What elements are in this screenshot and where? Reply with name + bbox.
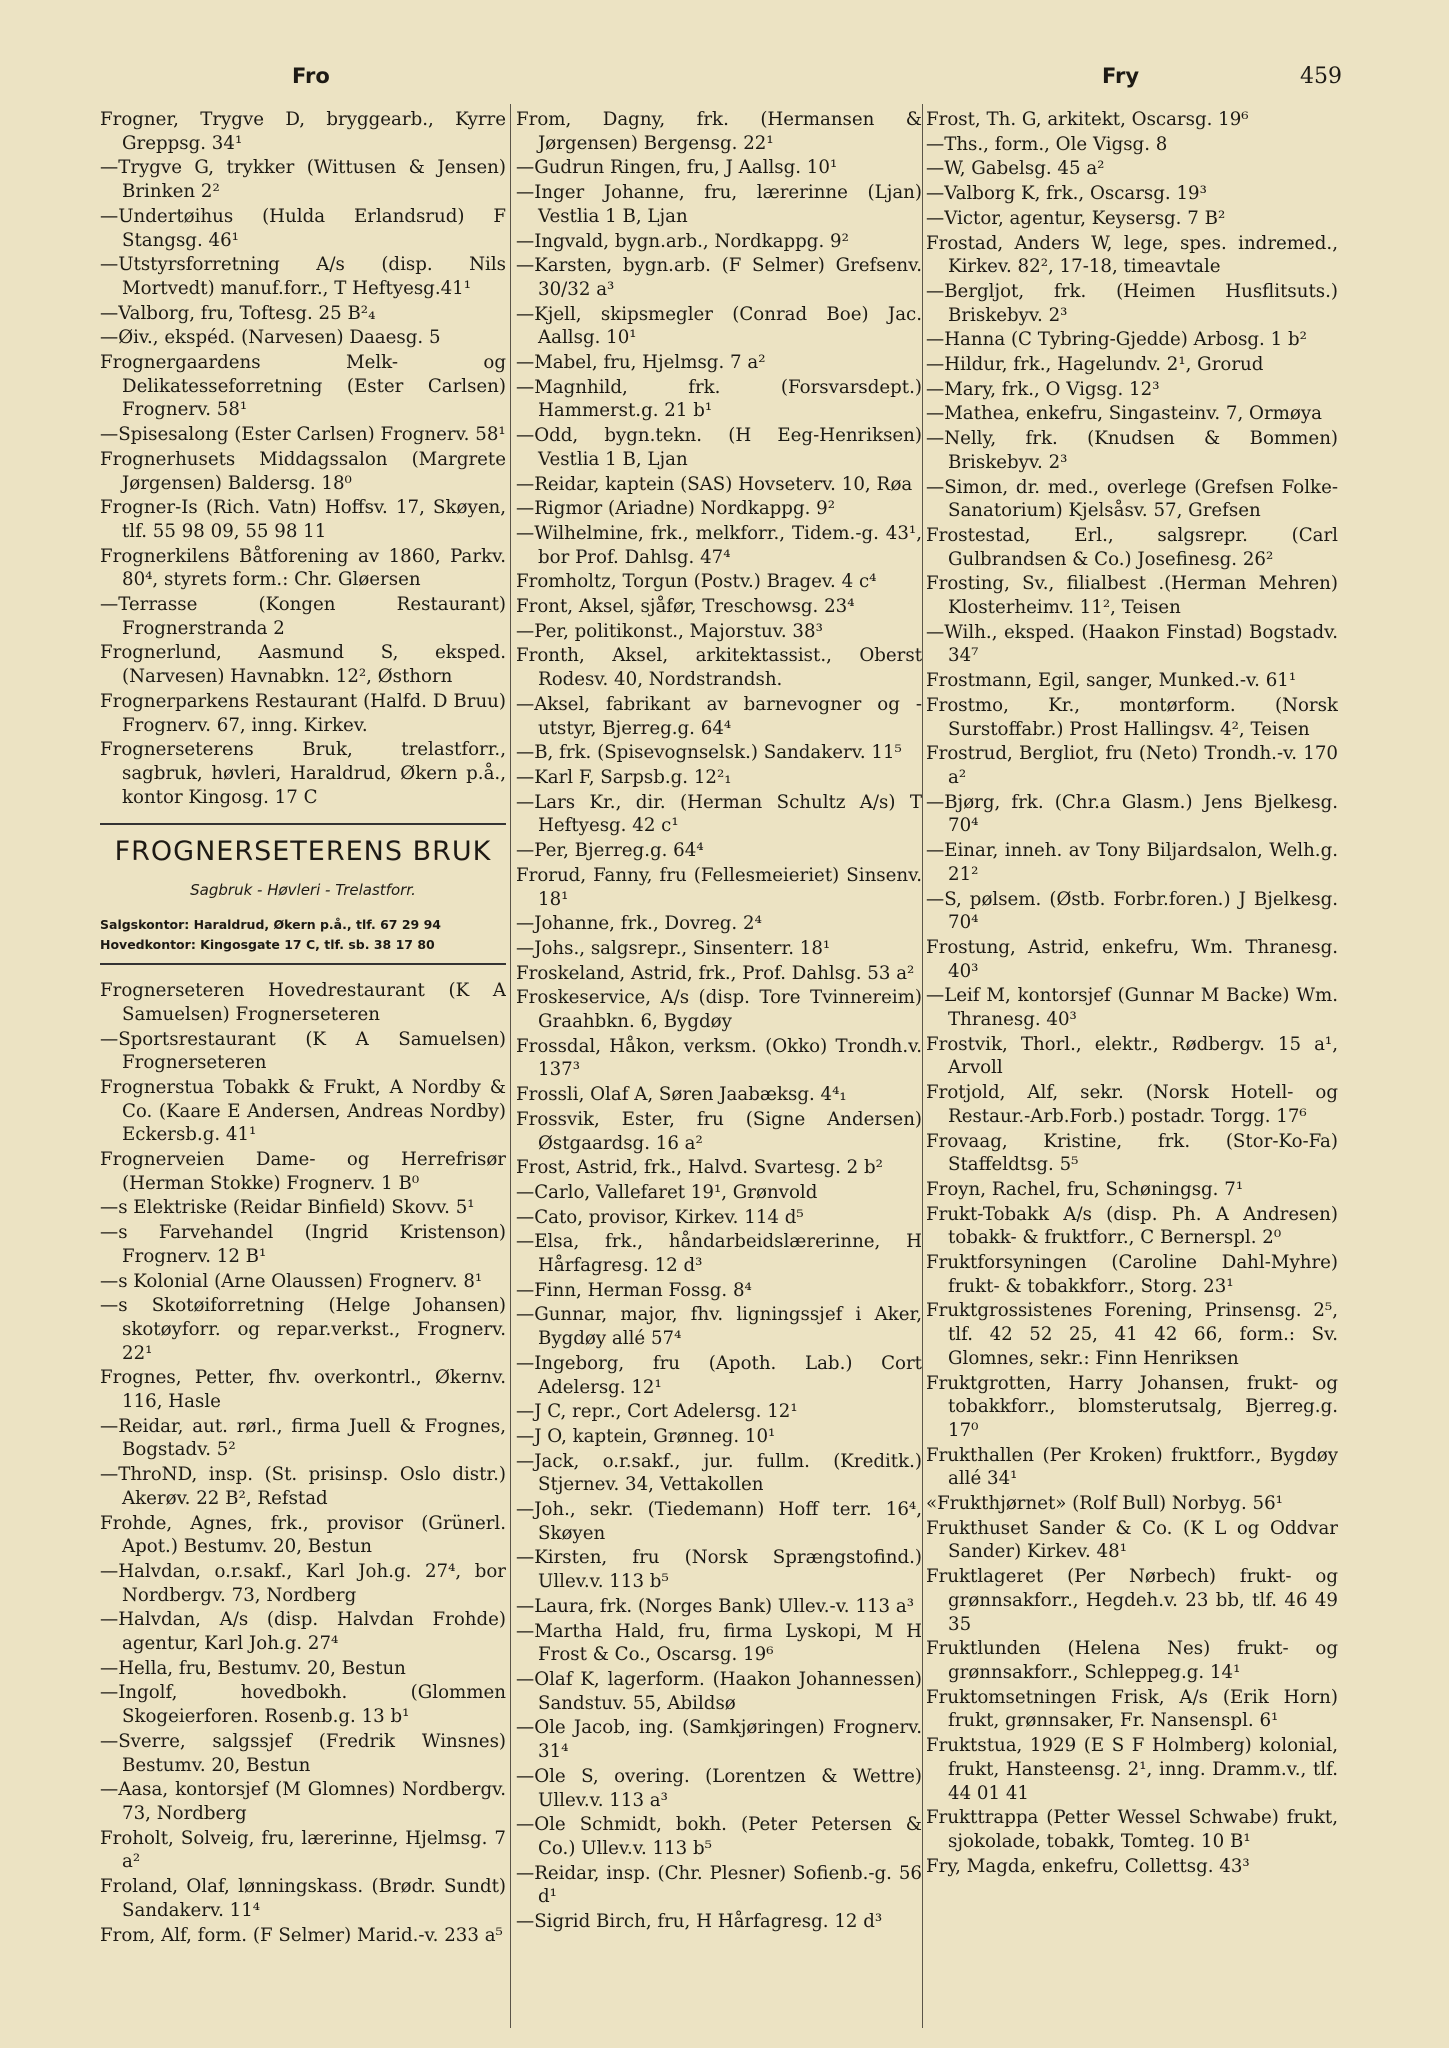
directory-entry: —Rigmor (Ariadne) Nordkappg. 9² — [516, 498, 836, 520]
directory-entry: —Nelly, frk. (Knudsen & Bommen) Briskebyv. 2³ — [926, 428, 1338, 473]
directory-entry: Frovaag, Kristine, frk. (Stor-Ko-Fa) Staffeldtsg. 5⁵ — [926, 1130, 1338, 1176]
directory-entry: —Hella, fru, Bestumv. 20, Bestun — [100, 1657, 406, 1679]
column-3 — [926, 108, 1338, 2028]
directory-entry: Frorud, Fanny, fru (Fellesmeieriet) Sinsenv. 18¹ — [516, 864, 922, 910]
directory-entry: —s Farvehandel (Ingrid Kristenson) Frognerv. 12 B¹ — [100, 1222, 506, 1267]
directory-entry: Fruktgrotten, Harry Johansen, frukt- og tobakkforr., blomsterutsalg, Bjerreg.g. 17⁰ — [926, 1372, 1338, 1441]
page-number: 459 — [1300, 64, 1342, 89]
directory-entry: Fruktgrossistenes Forening, Prinsensg. 2⁵, tlf. 42 52 25, 41 42 66, form.: Sv. Glomnes, sekr.: Finn Henriksen — [926, 1300, 1338, 1369]
directory-entry: —Per, Bjerreg.g. 64⁴ — [516, 840, 704, 862]
directory-entry: —Kjell, skipsmegler (Conrad Boe) Jac. Aallsg. 10¹ — [516, 303, 922, 349]
directory-entry: Frognerseteren Hovedrestaurant (K A Samuelsen) Frognerseteren — [100, 980, 506, 1025]
directory-entry: Frosting, Sv., filialbest .(Herman Mehren) Klosterheimv. 11², Teisen — [926, 573, 1338, 619]
column-2-entries — [516, 108, 922, 1934]
directory-entry: —Martha Hald, fru, firma Lyskopi, M H Frost & Co., Oscarsg. 19⁶ — [516, 1620, 922, 1666]
directory-entry: —Lars Kr., dir. (Herman Schultz A/s) T Heftyesg. 42 c¹ — [516, 791, 922, 837]
directory-entry: Frognerveien Dame- og Herrefrisør (Herman Stokke) Frognerv. 1 B⁰ — [100, 1149, 506, 1194]
directory-entry: —Wilh., eksped. (Haakon Finstad) Bogstadv. 34⁷ — [926, 621, 1338, 667]
directory-entry: —Reidar, insp. (Chr. Plesner) Sofienb.-g. 56 d¹ — [516, 1862, 922, 1908]
directory-entry: —Finn, Herman Fossg. 8⁴ — [516, 1279, 752, 1301]
directory-entry: —Olaf K, lagerform. (Haakon Johannessen) Sandstuv. 55, Abildsø — [516, 1669, 922, 1714]
directory-entry: Frossdal, Håkon, verksm. (Okko) Trondh.v. 137³ — [516, 1035, 922, 1081]
page-header — [0, 58, 1449, 98]
directory-entry: —Ingvald, bygn.arb., Nordkappg. 9² — [516, 230, 849, 252]
directory-entry: Frukttrappa (Petter Wessel Schwabe) frukt, sjokolade, tobakk, Tomteg. 10 B¹ — [926, 1807, 1338, 1852]
directory-entry: Frognerhusets Middagssalon (Margrete Jørgensen) Baldersg. 18⁰ — [100, 448, 506, 494]
directory-entry: Frognerlund, Aasmund S, eksped. (Narvesen) Havnabkn. 12², Østhorn — [100, 642, 506, 688]
column-divider — [922, 104, 923, 2028]
directory-entry: —B, frk. (Spisevognselsk.) Sandakerv. 11⁵ — [516, 742, 902, 764]
column-2 — [516, 108, 922, 2028]
directory-entry: —Bjørg, frk. (Chr.a Glasm.) Jens Bjelkesg. 70⁴ — [926, 791, 1338, 837]
directory-entry: —s Skotøiforretning (Helge Johansen) skotøyforr. og repar.verkst., Frognerv. 22¹ — [100, 1295, 506, 1364]
directory-entry: —Leif M, kontorsjef (Gunnar M Backe) Wm. Thranesg. 40³ — [926, 985, 1338, 1031]
directory-entry: Frotjold, Alf, sekr. (Norsk Hotell- og Restaur.-Arb.Forb.) postadr. Torgg. 17⁶ — [926, 1082, 1338, 1127]
directory-entry: Frogner, Trygve D, bryggearb., Kyrre Greppsg. 34¹ — [100, 109, 506, 154]
directory-entry: Frognerstua Tobakk & Frukt, A Nordby & Co. (Kaare E Andersen, Andreas Nordby) Eckersb.g. 41¹ — [100, 1076, 506, 1146]
directory-entry: Fruktlageret (Per Nørbech) frukt- og grønnsakforr., Hegdeh.v. 23 bb, tlf. 46 49 35 — [926, 1566, 1338, 1635]
directory-entry: —Bergljot, frk. (Heimen Husflitsuts.) Briskebyv. 2³ — [926, 280, 1338, 326]
directory-entry: —Einar, inneh. av Tony Biljardsalon, Welh.g. 21² — [926, 840, 1338, 885]
directory-entry: —Spisesalong (Ester Carlsen) Frognerv. 58¹ — [100, 424, 506, 446]
directory-entry: —Ingeborg, fru (Apoth. Lab.) Cort Adelersg. 12¹ — [516, 1352, 922, 1398]
header-right-keyword: Fry — [1102, 64, 1140, 88]
directory-entry: Frukthuset Sander & Co. (K L og Oddvar Sander) Kirkev. 48¹ — [926, 1517, 1338, 1563]
directory-entry: Frognes, Petter, fhv. overkontrl., Økernv. 116, Hasle — [100, 1367, 506, 1413]
directory-entry: Fromholtz, Torgun (Postv.) Bragev. 4 c⁴ — [516, 571, 877, 593]
directory-entry: —Valborg, fru, Toftesg. 25 B²₄ — [100, 302, 376, 324]
directory-entry: —Jack, o.r.sakf., jur. fullm. (Kreditk.) Stjernev. 34, Vettakollen — [516, 1450, 922, 1496]
ad-subtitle: Sagbruk - Høvleri - Trelastforr. — [190, 881, 416, 900]
directory-entry: Frognergaardens Melk- og Delikatesseforretning (Ester Carlsen) Frognerv. 58¹ — [100, 352, 506, 421]
directory-entry: —Hildur, frk., Hagelundv. 2¹, Grorud — [926, 354, 1264, 376]
directory-entry: Frossli, Olaf A, Søren Jaabæksg. 4⁴₁ — [516, 1084, 847, 1106]
directory-entry: Frognerparkens Restaurant (Halfd. D Bruu) Frognerv. 67, inng. Kirkev. — [100, 690, 506, 736]
directory-entry: Frostestad, Erl., salgsrepr. (Carl Gulbrandsen & Co.) Josefinesg. 26² — [926, 524, 1338, 570]
directory-entry: —Halvdan, o.r.sakf., Karl Joh.g. 27⁴, bor Nordbergv. 73, Nordberg — [100, 1560, 506, 1606]
directory-entry: Frohde, Agnes, frk., provisor (Grünerl. Apot.) Bestumv. 20, Bestun — [100, 1512, 506, 1558]
column-1-entries-top — [100, 108, 506, 809]
directory-entry: Froskeland, Astrid, frk., Prof. Dahlsg. 53 a² — [516, 962, 915, 984]
directory-entry: Frogner-Is (Rich. Vatn) Hoffsv. 17, Skøyen, tlf. 55 98 09, 55 98 11 — [100, 497, 506, 542]
directory-entry: —Reidar, kaptein (SAS) Hovseterv. 10, Røa — [516, 473, 913, 495]
directory-entry: From, Alf, form. (F Selmer) Marid.-v. 233 a⁵ — [100, 1924, 503, 1946]
ad-sales-office: Salgskontor: Haraldrud, Økern p.å., tlf. 67 29 94 — [100, 917, 441, 933]
directory-entry: —Sportsrestaurant (K A Samuelsen) Frognerseteren — [100, 1028, 506, 1074]
directory-entry: Frognerkilens Båtforening av 1860, Parkv. 80⁴, styrets form.: Chr. Gløersen — [100, 545, 506, 591]
directory-entry: —Ingolf, hovedbokh. (Glommen Skogeierforen. Rosenb.g. 13 b¹ — [100, 1682, 506, 1728]
directory-entry: —Laura, frk. (Norges Bank) Ullev.-v. 113 a³ — [516, 1595, 914, 1617]
directory-entry: —Johanne, frk., Dovreg. 2⁴ — [516, 913, 762, 935]
header-left-keyword: Fro — [292, 64, 330, 88]
directory-entry: —Trygve G, trykker (Wittusen & Jensen) Brinken 2² — [100, 157, 506, 203]
directory-entry: Frostung, Astrid, enkefru, Wm. Thranesg. 40³ — [926, 936, 1338, 982]
directory-entry: —S, pølsem. (Østb. Forbr.foren.) J Bjelkesg. 70⁴ — [926, 888, 1338, 934]
advertisement — [100, 823, 506, 965]
directory-entry: —Victor, agentur, Keysersg. 7 B² — [926, 207, 1226, 229]
directory-entry: —Karsten, bygn.arb. (F Selmer) Grefsenv. 30/32 a³ — [516, 255, 922, 300]
directory-entry: Froholt, Solveig, fru, lærerinne, Hjelmsg. 7 a² — [100, 1827, 506, 1873]
directory-entry: —Valborg K, frk., Oscarsg. 19³ — [926, 183, 1207, 205]
directory-entry: —Kirsten, fru (Norsk Sprængstofind.) Ullev.v. 113 b⁵ — [516, 1547, 922, 1593]
directory-entry: Fruktlunden (Helena Nes) frukt- og grønnsakforr., Schleppeg.g. 14¹ — [926, 1638, 1338, 1683]
directory-entry: Frognerseterens Bruk, trelastforr., sagbruk, høvleri, Haraldrud, Økern p.å., kontor Kingosg. 17 C — [100, 739, 506, 808]
directory-entry: Frostvik, Thorl., elektr., Rødbergv. 15 a¹, Arvoll — [926, 1033, 1338, 1079]
ad-title: FROGNERSETERENS BRUK — [114, 836, 492, 868]
directory-entry: —Karl F, Sarpsb.g. 12²₁ — [516, 766, 732, 788]
directory-entry: —Hanna (C Tybring-Gjedde) Arbosg. 1 b² — [926, 329, 1307, 351]
directory-entry: Frostmo, Kr., montørform. (Norsk Surstoffabr.) Prost Hallingsv. 4², Teisen — [926, 694, 1338, 740]
directory-entry: «Frukthjørnet» (Rolf Bull) Norbyg. 56¹ — [926, 1493, 1283, 1515]
directory-entry: —Aasa, kontorsjef (M Glomnes) Nordbergv. 73, Nordberg — [100, 1779, 506, 1824]
directory-entry: —Magnhild, frk. (Forsvarsdept.) Hammerst.g. 21 b¹ — [516, 376, 922, 422]
directory-entry: —J C, repr., Cort Adelersg. 12¹ — [516, 1401, 798, 1423]
directory-entry: —Cato, provisor, Kirkev. 114 d⁵ — [516, 1206, 804, 1228]
directory-entry: —Wilhelmine, frk., melkforr., Tidem.-g. 43¹, bor Prof. Dahlsg. 47⁴ — [516, 522, 922, 568]
directory-entry: Frostrud, Bergliot, fru (Neto) Trondh.-v. 170 a² — [926, 743, 1338, 788]
directory-entry: Fruktomsetningen Frisk, A/s (Erik Horn) frukt, grønnsaker, Fr. Nansenspl. 6¹ — [926, 1686, 1338, 1732]
directory-entry: —Mary, frk., O Vigsg. 12³ — [926, 378, 1160, 400]
directory-entry: —J O, kaptein, Grønneg. 10¹ — [516, 1425, 776, 1447]
directory-entry: —Mabel, fru, Hjelmsg. 7 a² — [516, 352, 766, 374]
directory-entry: —Terrasse (Kongen Restaurant) Frognerstranda 2 — [100, 594, 506, 639]
directory-entry: —Gudrun Ringen, fru, J Aallsg. 10¹ — [516, 157, 838, 179]
directory-entry: Fry, Magda, enkefru, Collettsg. 43³ — [926, 1855, 1250, 1877]
directory-entry: Fronth, Aksel, arkitektassist., Oberst Rodesv. 40, Nordstrandsh. — [516, 645, 922, 691]
directory-entry: —Utstyrsforretning A/s (disp. Nils Mortvedt) manuf.forr., T Heftyesg.41¹ — [100, 254, 506, 299]
directory-entry: —Undertøihus (Hulda Erlandsrud) F Stangsg. 46¹ — [100, 205, 506, 251]
directory-entry: Fruktforsyningen (Caroline Dahl-Myhre) frukt- & tobakkforr., Storg. 23¹ — [926, 1252, 1338, 1297]
directory-entry: Frost, Astrid, frk., Halvd. Svartesg. 2 b² — [516, 1157, 883, 1179]
directory-entry: —Øiv., ekspéd. (Narvesen) Daaesg. 5 — [100, 327, 441, 349]
directory-entry: Frukthallen (Per Kroken) fruktforr., Bygdøy allé 34¹ — [926, 1444, 1338, 1490]
column-1 — [100, 108, 506, 2028]
directory-entry: —Odd, bygn.tekn. (H Eeg-Henriksen) Vestlia 1 B, Ljan — [516, 425, 922, 470]
directory-entry: —Simon, dr. med., overlege (Grefsen Folke-Sanatorium) Kjelsåsv. 57, Grefsen — [926, 476, 1338, 522]
directory-entry: Froland, Olaf, lønningskass. (Brødr. Sundt) Sandakerv. 11⁴ — [100, 1876, 506, 1921]
directory-entry: Front, Aksel, sjåfør, Treschowsg. 23⁴ — [516, 596, 855, 618]
directory-entry: —Reidar, aut. rørl., firma Juell & Frognes, Bogstadv. 5² — [100, 1415, 506, 1461]
directory-entry: —ThroND, insp. (St. prisinsp. Oslo distr.) Akerøv. 22 B², Refstad — [100, 1464, 506, 1509]
directory-entry: —Ole S, overing. (Lorentzen & Wettre) Ullev.v. 113 a³ — [516, 1765, 922, 1811]
directory-entry: Frukt-Tobakk A/s (disp. Ph. A Andresen) tobakk- & fruktforr., C Bernerspl. 2⁰ — [926, 1203, 1338, 1249]
directory-entry: —Carlo, Vallefaret 19¹, Grønvold — [516, 1181, 818, 1203]
directory-entry: —Ole Schmidt, bokh. (Peter Petersen & Co.) Ullev.v. 113 b⁵ — [516, 1814, 922, 1859]
column-divider — [510, 104, 511, 2028]
directory-entry: —Inger Johanne, fru, lærerinne (Ljan) Vestlia 1 B, Ljan — [516, 182, 922, 227]
directory-entry: Froyn, Rachel, fru, Schøningsg. 7¹ — [926, 1178, 1244, 1200]
directory-entry: —Gunnar, major, fhv. ligningssjef i Aker, Bygdøy allé 57⁴ — [516, 1304, 922, 1350]
directory-entry: —s Elektriske (Reidar Binfield) Skovv. 5¹ — [100, 1197, 475, 1219]
column-3-entries — [926, 108, 1338, 1878]
directory-entry: —W, Gabelsg. 45 a² — [926, 158, 1105, 180]
directory-entry: —Johs., salgsrepr., Sinsenterr. 18¹ — [516, 937, 831, 959]
directory-entry: —Sverre, salgssjef (Fredrik Winsnes) Bestumv. 20, Bestun — [100, 1730, 506, 1776]
directory-entry: —Ths., form., Ole Vigsg. 8 — [926, 133, 1168, 155]
column-1-entries-bottom — [100, 979, 506, 1947]
directory-entry: —Mathea, enkefru, Singasteinv. 7, Ormøya — [926, 403, 1322, 425]
directory-entry: Frost, Th. G, arkitekt, Oscarsg. 19⁶ — [926, 109, 1249, 130]
ad-head-office: Hovedkontor: Kingosgate 17 C, tlf. sb. 38 17 80 — [100, 937, 435, 953]
directory-entry: —Elsa, frk., håndarbeidslærerinne, H Hårfagresg. 12 d³ — [516, 1231, 922, 1277]
directory-entry: —Ole Jacob, ing. (Samkjøringen) Frognerv. 31⁴ — [516, 1717, 922, 1763]
directory-entry: —Sigrid Birch, fru, H Hårfagresg. 12 d³ — [516, 1911, 883, 1933]
directory-entry: —Halvdan, A/s (disp. Halvdan Frohde) agentur, Karl Joh.g. 27⁴ — [100, 1609, 506, 1655]
directory-entry: Frostmann, Egil, sanger, Munked.-v. 61¹ — [926, 670, 1297, 692]
directory-entry: Fruktstua, 1929 (E S F Holmberg) kolonial, frukt, Hansteensg. 2¹, inng. Dramm.v., tlf. 44 01 41 — [926, 1735, 1338, 1804]
directory-entry: —Aksel, fabrikant av barnevogner og -utstyr, Bjerreg.g. 64⁴ — [516, 693, 922, 739]
directory-entry: From, Dagny, frk. (Hermansen & Jørgensen) Bergensg. 22¹ — [516, 109, 922, 154]
directory-entry: Froskeservice, A/s (disp. Tore Tvinnereim) Graahbkn. 6, Bygdøy — [516, 987, 922, 1033]
directory-entry: Frostad, Anders W, lege, spes. indremed., Kirkev. 82², 17-18, timeavtale — [926, 232, 1338, 278]
directory-entry: —Per, politikonst., Majorstuv. 38³ — [516, 620, 823, 642]
directory-entry: —s Kolonial (Arne Olaussen) Frognerv. 8¹ — [100, 1270, 483, 1292]
directory-entry: Frossvik, Ester, fru (Signe Andersen) Østgaardsg. 16 a² — [516, 1108, 922, 1154]
directory-entry: —Joh., sekr. (Tiedemann) Hoff terr. 16⁴, Skøyen — [516, 1499, 922, 1544]
